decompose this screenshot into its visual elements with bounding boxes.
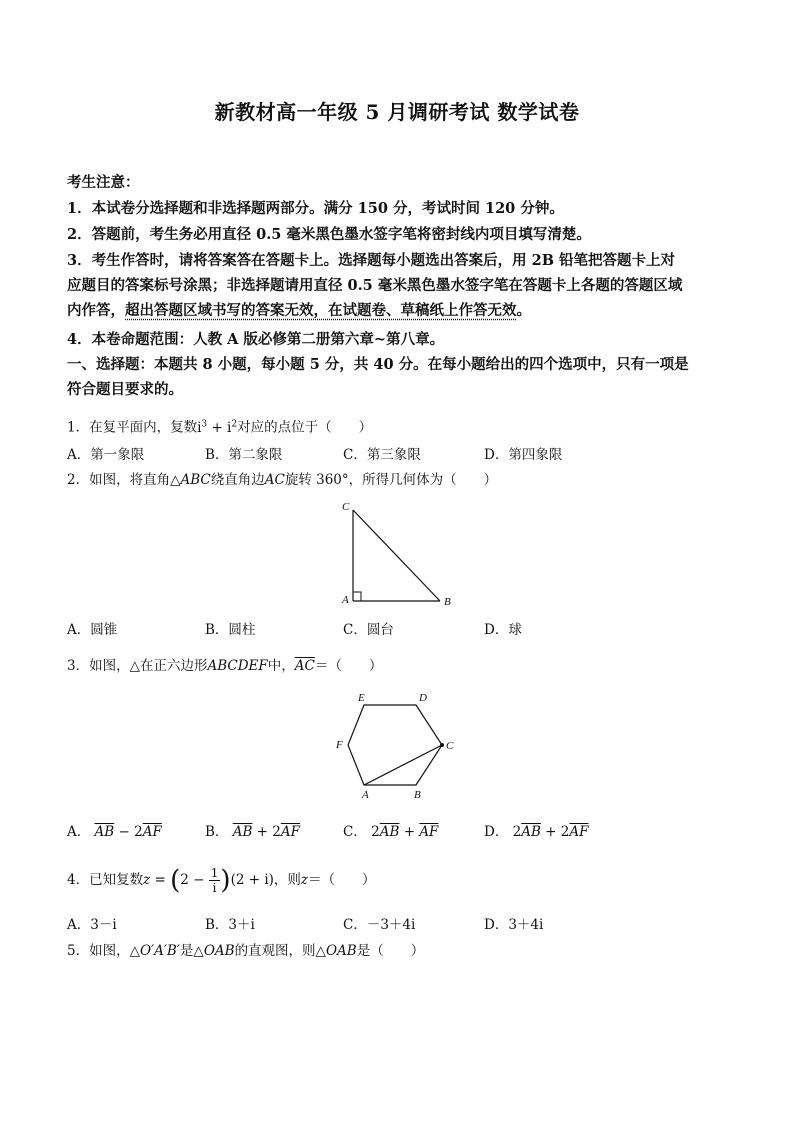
question-4: 4．已知复数z = (2 − $\frac{1}{i}$ )(2 + i)，则z＝（ ） [67,865,376,896]
vector-ac: $\overline{AC}$ [294,658,315,674]
label-b: B [444,596,451,608]
q3-option-d[interactable]: D． $2\overline{AB} + 2\overline{AF}$ [484,824,589,840]
page-title: 新教材高一年级 5 月调研考试 数学试卷 [214,100,580,124]
q4-option-b[interactable]: B．3＋i [205,917,255,933]
fraction-1-over-i: $\frac{1}{i}$ [210,866,219,895]
notice-item-4: 4．本卷命题范围：人教 A 版必修第二册第六章~第八章。 [67,331,445,348]
q2-option-d[interactable]: D．球 [484,622,522,638]
hexagon-figure [330,690,470,804]
q1-option-a[interactable]: A．第一象限 [67,447,145,463]
right-angle-mark [353,592,361,601]
label-b: B [414,789,421,801]
question-5: 5．如图，△O′A′B′是△OAB的直观图，则△OAB是（ ） [67,943,425,959]
label-d: D [419,692,427,704]
point-c [440,743,444,747]
label-a: A [362,789,369,801]
label-c: C [342,501,350,513]
q3-option-a[interactable]: A． $\overline{AB} - 2\overline{AF}$ [67,824,162,840]
question-3: 3．如图，△在正六边形ABCDEF中，$\overline{AC}=$（ ） [67,658,383,674]
q1-option-c[interactable]: C．第三象限 [343,447,421,463]
notice-heading: 考生注意： [67,174,140,191]
q1-option-d[interactable]: D．第四象限 [484,447,563,463]
question-2: 2．如图，将直角△ABC绕直角边AC旋转 360°，所得几何体为（ ） [67,472,498,488]
question-1: 1．在复平面内，复数$i^3 + i^2$对应的点位于（ ） [67,419,373,436]
diagonal-ac [364,745,442,785]
label-c: C [446,740,454,752]
q2-option-c[interactable]: C．圆台 [343,622,394,638]
q4-option-c[interactable]: C．－3＋4i [343,917,416,933]
q4-option-a[interactable]: A．3－i [67,917,117,933]
notice-item-3-end: 内作答，超出答题区域书写的答案无效，在试题卷、草稿纸上作答无效。 [67,302,531,319]
q2-option-a[interactable]: A．圆锥 [67,622,118,638]
notice-item-3-cont: 应题目的答案标号涂黑；非选择题请用直径 0.5 毫米黑色墨水签字笔在答题卡上各题的答题区域 [67,277,683,294]
formula-i3-plus-i2: $i^3 + i^2$ [197,419,238,436]
q1-option-b[interactable]: B．第二象限 [205,447,283,463]
hexagon [348,705,442,785]
section-heading: 一、选择题：本题共 8 小题，每小题 5 分，共 40 分。在每小题给出的四个选项中，只有一项是 [67,356,689,373]
notice-item-3: 3．考生作答时，请将答案答在答题卡上。选择题每小题选出答案后，用 2B 铅笔把答题卡上对 [67,252,676,269]
q3-option-c[interactable]: C． $2\overline{AB} + \overline{AF}$ [343,824,439,840]
right-triangle-figure [330,496,470,612]
label-a: A [342,594,349,606]
notice-item-1: 1．本试卷分选择题和非选择题两部分。满分 150 分，考试时间 120 分钟。 [67,200,564,217]
emphasized-warning: 超出答题区域书写的答案无效，在试题卷、草稿纸上作答无效 [125,302,517,319]
q4-option-d[interactable]: D．3＋4i [484,917,544,933]
notice-item-2: 2．答题前，考生务必用直径 0.5 毫米黑色墨水签字笔将密封线内项目填写清楚。 [67,226,591,243]
section-heading-cont: 符合题目要求的。 [67,381,183,398]
label-e: E [358,692,365,704]
side-bc [353,510,440,601]
label-f: F [336,739,343,751]
q3-option-b[interactable]: B． $\overline{AB} + 2\overline{AF}$ [205,824,300,840]
q2-option-b[interactable]: B．圆柱 [205,622,256,638]
